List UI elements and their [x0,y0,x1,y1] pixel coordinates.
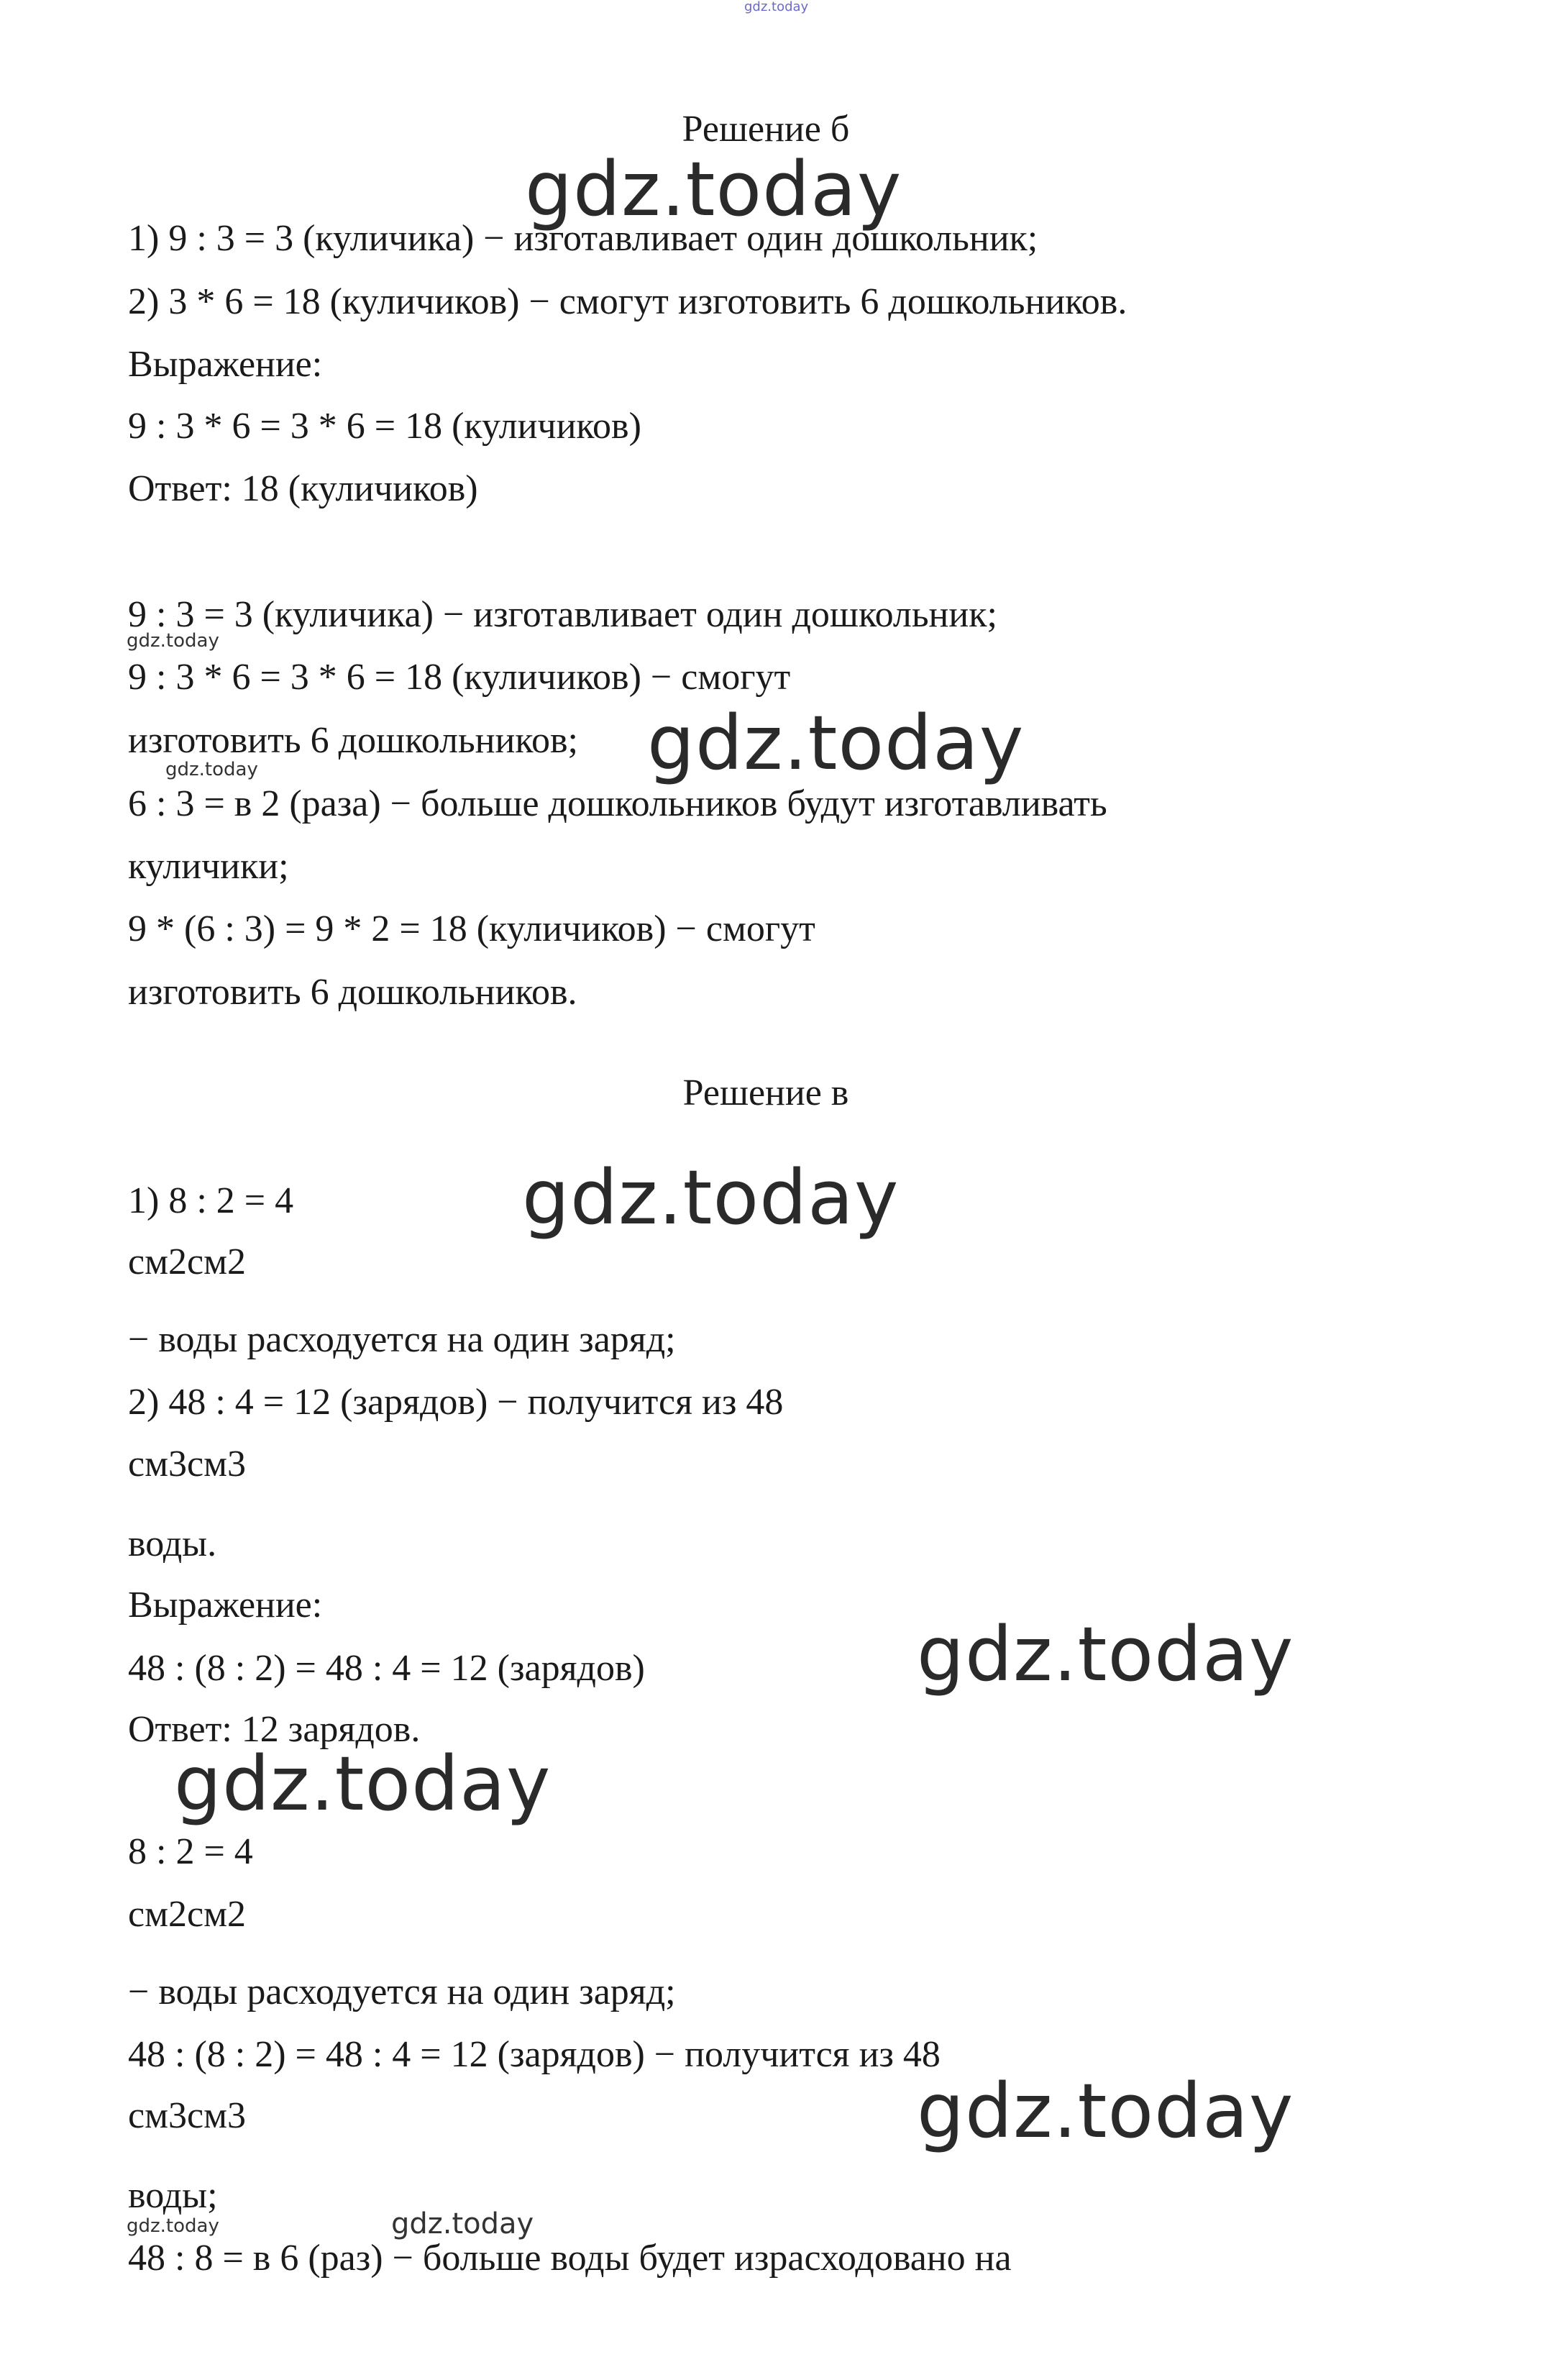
heading-solution-b: Решение б [682,109,850,150]
watermark-small-2: gdz.today [165,759,258,780]
answer-line: Ответ: 18 (куличиков) [128,468,478,509]
text-line: воды; [128,2175,218,2216]
watermark-small-3: gdz.today [127,2215,219,2237]
watermark-large-5: gdz.today [174,1740,552,1828]
text-line: изготовить 6 дошкольников. [128,972,577,1013]
text-line: − воды расходуется на один заряд; [128,1319,676,1360]
text-line: 48 : (8 : 2) = 48 : 4 = 12 (зарядов) [128,1648,645,1689]
text-line: 48 : (8 : 2) = 48 : 4 = 12 (зарядов) − получится из 48 [128,2034,941,2075]
heading-solution-v: Решение в [682,1072,849,1113]
watermark-small-1: gdz.today [127,630,219,652]
unit-line: см3см3 [128,1444,246,1485]
unit-line: см2см2 [128,1894,246,1935]
text-line: Выражение: [128,344,323,385]
watermark-medium-1: gdz.today [391,2207,534,2240]
text-line: куличики; [128,846,289,887]
watermark-top: gdz.today [744,0,809,14]
text-line: 2) 48 : 4 = 12 (зарядов) − получится из 48 [128,1382,784,1423]
text-line: 9 : 3 * 6 = 3 * 6 = 18 (куличиков) [128,406,641,447]
text-line: 8 : 2 = 4 [128,1831,253,1872]
text-line: 9 : 3 * 6 = 3 * 6 = 18 (куличиков) − смогут [128,657,791,698]
watermark-large-1: gdz.today [525,145,902,233]
watermark-large-4: gdz.today [917,1610,1294,1698]
watermark-large-2: gdz.today [647,699,1025,787]
text-line: 1) 9 : 3 = 3 (куличика) − изготавливает один дошкольник; [128,218,1038,259]
text-line: 6 : 3 = в 2 (раза) − больше дошкольников будут изготавливать [128,783,1107,824]
unit-line: см2см2 [128,1241,246,1282]
text-line: 2) 3 * 6 = 18 (куличиков) − смогут изготовить 6 дошкольников. [128,281,1127,322]
unit-line: см3см3 [128,2095,246,2136]
watermark-large-3: gdz.today [522,1154,900,1241]
text-line: Выражение: [128,1585,323,1626]
text-line: 1) 8 : 2 = 4 [128,1180,294,1221]
answer-line: Ответ: 12 зарядов. [128,1709,421,1750]
text-line: воды. [128,1523,217,1564]
text-line: 48 : 8 = в 6 (раз) − больше воды будет израсходовано на [128,2238,1012,2279]
text-line: − воды расходуется на один заряд; [128,1971,676,2012]
text-line: изготовить 6 дошкольников; [128,720,578,761]
text-line: 9 * (6 : 3) = 9 * 2 = 18 (куличиков) − смогут [128,908,815,949]
watermark-large-6: gdz.today [917,2067,1294,2155]
text-line: 9 : 3 = 3 (куличика) − изготавливает один дошкольник; [128,594,997,635]
